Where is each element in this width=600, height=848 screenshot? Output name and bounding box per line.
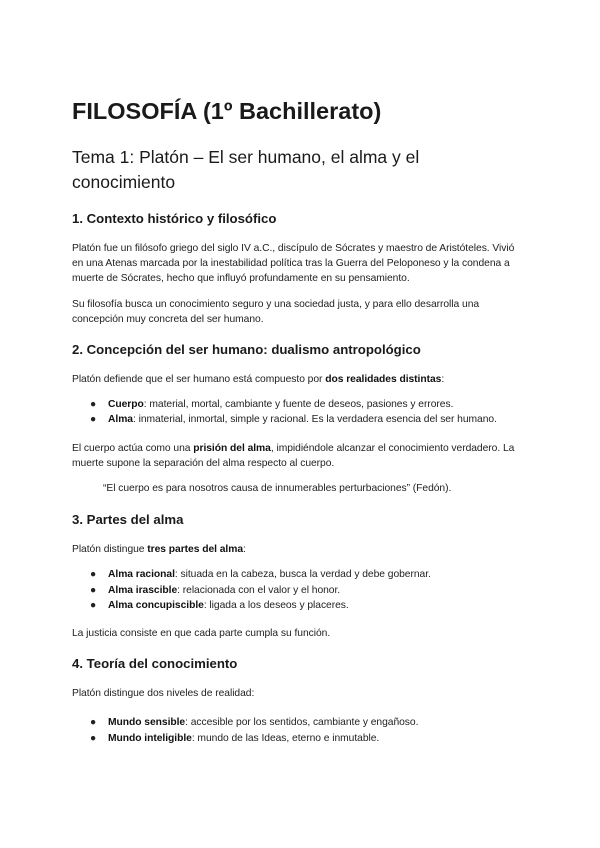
definition: : material, mortal, cambiante y fuente de deseos, pasiones y errores. xyxy=(143,399,454,411)
list-item xyxy=(72,731,516,746)
section-heading: 1. Contexto histórico y filosófico xyxy=(72,211,277,226)
term: Alma irascible xyxy=(108,584,178,596)
paragraph: Platón distingue dos niveles de realidad: xyxy=(72,688,255,700)
definition: : ligada a los deseos y placeres. xyxy=(203,599,349,611)
text: : xyxy=(441,374,445,386)
definition: : mundo de las Ideas, eterno e inmutable. xyxy=(191,732,380,744)
term: Mundo inteligible xyxy=(108,732,192,744)
bullet-list xyxy=(72,397,516,427)
quote: “El cuerpo es para nosotros causa de innumerables perturbaciones” (Fedón). xyxy=(103,483,452,495)
list-item xyxy=(72,567,516,582)
paragraph: Su filosofía busca un conocimiento seguro y una sociedad justa, y para ello desarrolla una concepción muy concreta del ser humano. xyxy=(72,298,480,325)
bullet-icon: ● xyxy=(90,599,97,611)
list-item xyxy=(72,412,516,427)
list-item xyxy=(72,397,516,412)
lesson-title: Tema 1: Platón – El ser humano, el alma y el conocimiento xyxy=(72,147,420,192)
bullet-list xyxy=(72,567,516,613)
section-ser-humano xyxy=(72,341,516,496)
paragraph: La justicia consiste en que cada parte cumpla su función. xyxy=(72,628,331,640)
paragraph xyxy=(72,441,516,471)
text: : xyxy=(243,544,246,556)
section-contexto xyxy=(72,210,516,327)
bullet-icon: ● xyxy=(90,584,97,596)
term: Alma concupiscible xyxy=(108,599,204,611)
paragraph xyxy=(72,372,516,387)
text: Platón distingue xyxy=(72,544,148,556)
bullet-icon: ● xyxy=(90,414,97,426)
definition: : inmaterial, inmortal, simple y racional. Es la verdadera esencia del ser humano. xyxy=(132,414,497,426)
text: , impidiéndole alcanzar el conocimiento verdadero. La muerte supone la separación del alma respecto al cuerpo. xyxy=(72,442,515,469)
bullet-icon: ● xyxy=(90,569,97,581)
section-partes-alma xyxy=(72,511,516,641)
list-item xyxy=(72,598,516,613)
section-heading: 2. Concepción del ser humano: dualismo antropológico xyxy=(72,342,421,358)
bullet-icon: ● xyxy=(90,399,97,411)
paragraph: Platón fue un filósofo griego del siglo IV a.C., discípulo de Sócrates y maestro de Aristóteles. Vivió en una Atenas marcada por la inestabilidad política tras la Guerra del Peloponeso y la condena a muerte de Sócrates, hecho que influyó profundamente en su pensamiento. xyxy=(72,243,515,285)
bullet-icon: ● xyxy=(90,717,97,729)
term: Mundo sensible xyxy=(108,717,186,729)
list-item xyxy=(72,715,516,730)
emphasis: prisión del alma xyxy=(193,442,271,454)
document-title: FILOSOFÍA (1º Bachillerato) xyxy=(72,98,382,124)
paragraph xyxy=(72,542,516,557)
section-heading: 4. Teoría del conocimiento xyxy=(72,656,238,672)
term: Alma racional xyxy=(108,569,175,581)
term: Alma xyxy=(108,414,133,426)
definition: : accesible por los sentidos, cambiante y engañoso. xyxy=(185,717,419,729)
text: Platón defiende que el ser humano está compuesto por xyxy=(72,374,326,386)
text: El cuerpo actúa como una xyxy=(72,442,194,454)
emphasis: dos realidades distintas xyxy=(325,374,442,386)
section-heading: 3. Partes del alma xyxy=(72,512,184,528)
bullet-icon: ● xyxy=(90,732,97,744)
definition: : relacionada con el valor y el honor. xyxy=(177,584,341,596)
emphasis: tres partes del alma xyxy=(147,544,244,556)
list-item xyxy=(72,583,516,598)
section-conocimiento xyxy=(72,655,516,746)
definition: : situada en la cabeza, busca la verdad y debe gobernar. xyxy=(174,569,431,581)
bullet-list xyxy=(72,715,516,745)
term: Cuerpo xyxy=(108,399,144,411)
